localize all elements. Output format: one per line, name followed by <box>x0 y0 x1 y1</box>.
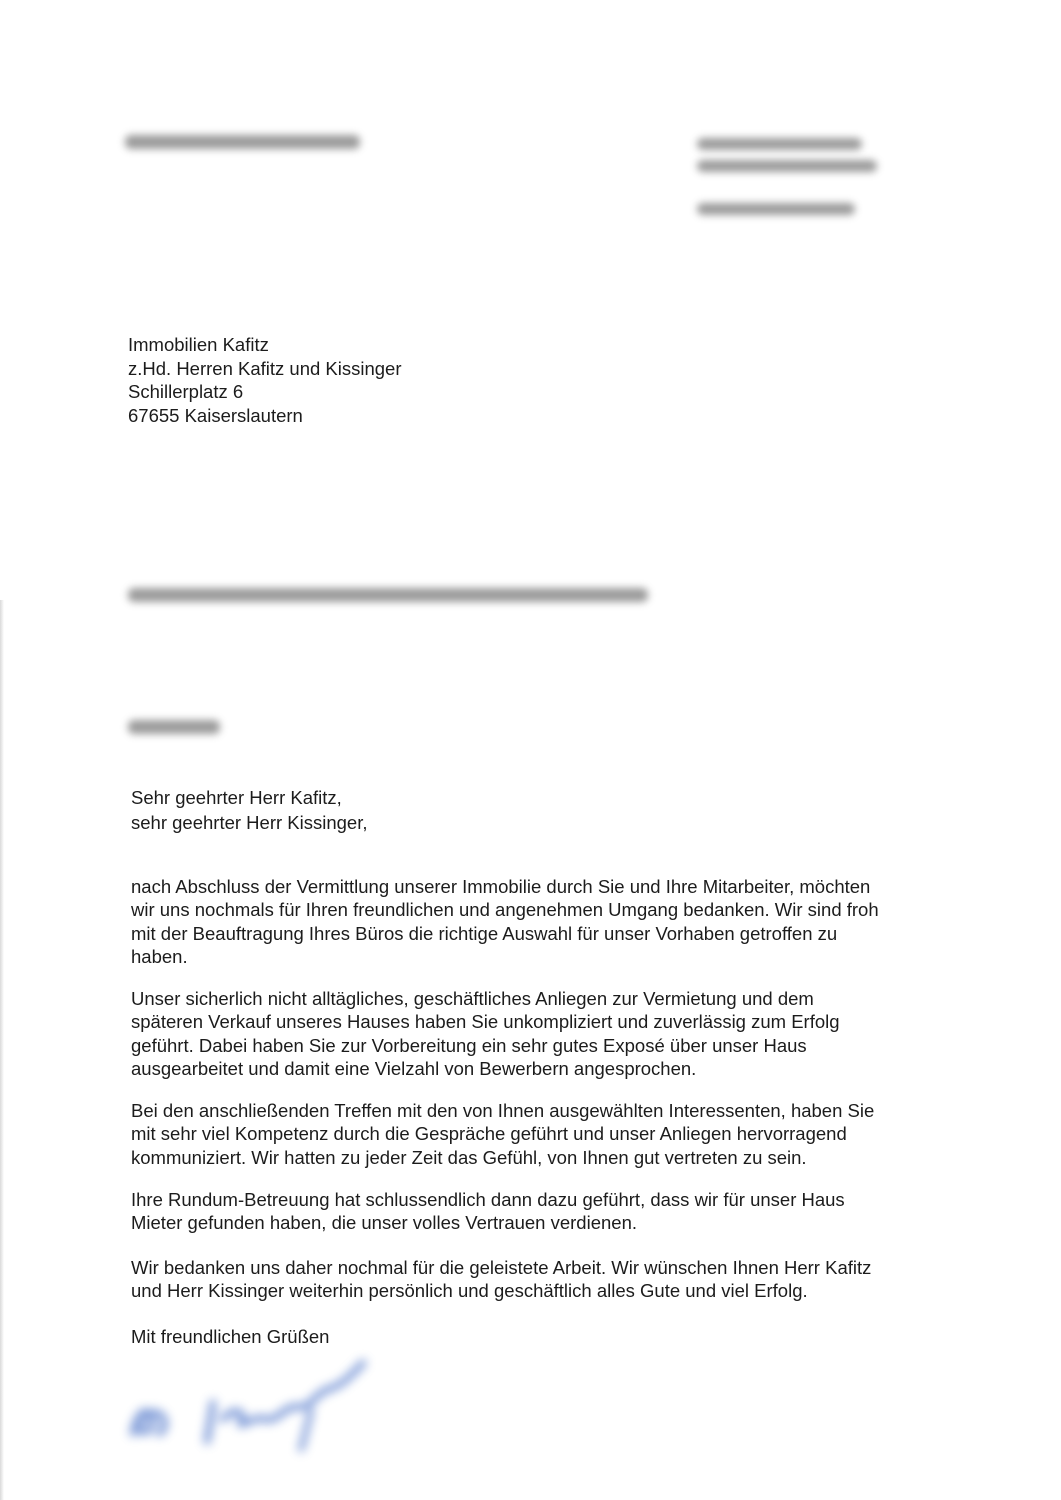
paragraph-line: späteren Verkauf unseres Hauses haben Sie unkompliziert und zuverlässig zum Erfolg <box>131 1011 840 1033</box>
paragraph-line: haben. <box>131 945 188 967</box>
redacted-sender-city <box>697 160 877 172</box>
salutation-line-1: Sehr geehrter Herr Kafitz, <box>131 787 342 808</box>
body-paragraph-1 <box>131 875 931 968</box>
page-edge-shadow <box>0 600 4 1500</box>
body-paragraph-5 <box>131 1256 931 1303</box>
paragraph-line: Ihre Rundum-Betreuung hat schlussendlich dann dazu geführt, dass wir für unser Haus <box>131 1189 845 1210</box>
body-paragraph-4 <box>131 1188 931 1235</box>
signature-stroke <box>207 1403 213 1441</box>
paragraph-line: mit der Beauftragung Ihres Büros die richtige Auswahl für unser Vorhaben getroffen zu <box>131 922 838 944</box>
recipient-city: 67655 Kaiserslautern <box>128 404 303 426</box>
redacted-subject-line <box>128 588 648 602</box>
recipient-street: Schillerplatz 6 <box>128 381 244 402</box>
paragraph-line: Mieter gefunden haben, die unser volles Vertrauen verdienen. <box>131 1212 638 1234</box>
signature-stroke <box>223 1363 363 1424</box>
salutation-line-2: sehr geehrter Herr Kissinger, <box>131 812 368 833</box>
paragraph-line: geführt. Dabei haben Sie zur Vorbereitung ein sehr gutes Exposé über unser Haus <box>131 1034 807 1056</box>
paragraph-line: nach Abschluss der Vermittlung unserer Immobilie durch Sie und Ihre Mitarbeiter, möchten <box>131 876 871 897</box>
paragraph-line: wir uns nochmals für Ihren freundlichen und angenehmen Umgang bedanken. Wir sind froh <box>131 899 879 921</box>
recipient-address <box>128 333 402 427</box>
paragraph-line: Bei den anschließenden Treffen mit den von Ihnen ausgewählten Interessenten, haben Sie <box>131 1100 875 1121</box>
redacted-date <box>128 720 220 734</box>
signature-stroke <box>301 1411 311 1449</box>
salutation <box>131 785 368 835</box>
redacted-sender-name <box>125 135 360 149</box>
paragraph-line: kommuniziert. Wir hatten zu jeder Zeit das Gefühl, von Ihnen gut vertreten zu sein. <box>131 1146 807 1168</box>
redacted-sender-street <box>697 138 862 150</box>
paragraph-line: Wir bedanken uns daher nochmal für die geleistete Arbeit. Wir wünschen Ihnen Herr Kafitz <box>131 1257 872 1278</box>
paragraph-line: mit sehr viel Kompetenz durch die Gespräche geführt und unser Anliegen hervorragend <box>131 1123 847 1145</box>
body-paragraph-3 <box>131 1099 931 1169</box>
paragraph-line: Unser sicherlich nicht alltägliches, geschäftliches Anliegen zur Vermietung und dem <box>131 988 814 1009</box>
recipient-attention: z.Hd. Herren Kafitz und Kissinger <box>128 357 402 379</box>
closing-formula: Mit freundlichen Grüßen <box>131 1326 330 1347</box>
redacted-sender-phone <box>697 203 855 215</box>
paragraph-line: ausgearbeitet und damit eine Vielzahl von Bewerbern angesprochen. <box>131 1057 697 1079</box>
signature-stroke <box>133 1412 165 1433</box>
paragraph-line: und Herr Kissinger weiterhin persönlich und geschäftlich alles Gute und viel Erfolg. <box>131 1280 808 1302</box>
recipient-company: Immobilien Kafitz <box>128 334 269 355</box>
body-paragraph-2 <box>131 987 931 1080</box>
signature-image <box>115 1345 385 1455</box>
